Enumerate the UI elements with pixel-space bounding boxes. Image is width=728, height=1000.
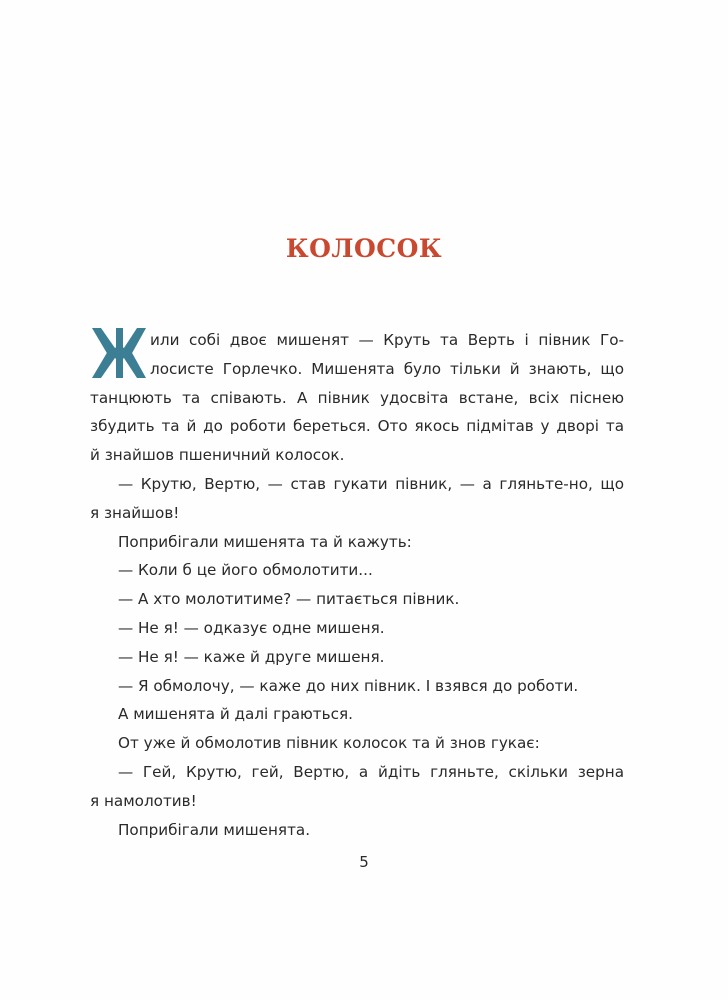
paragraph-line: — Не я! — одказує одне мишеня. — [118, 618, 385, 637]
story-text — [90, 326, 624, 844]
story-title: КОЛОСОК — [285, 234, 443, 263]
paragraph-line: збудить та й до роботи береться. Ото якось підмітав у дворі та — [90, 417, 624, 436]
paragraph-line: — Я обмолочу, — каже до них півник. І взявся до роботи. — [118, 676, 579, 695]
paragraph-line: От уже й обмолотив півник колосок та й знов гукає: — [118, 734, 540, 753]
paragraph-line: лосисте Горлечко. Мишенята було тільки й знають, що — [150, 359, 624, 378]
paragraph-line: или собі двоє мишенят — Круть та Верть і півник Го- — [150, 331, 624, 349]
paragraph-line: я намолотив! — [90, 791, 197, 810]
paragraph-line: я знайшов! — [90, 503, 180, 522]
paragraph-line: Поприбігали мишенята та й кажуть: — [118, 532, 412, 551]
paragraph-line: Поприбігали мишенята. — [118, 820, 311, 839]
paragraph-line: танцюють та співають. А півник удосвіта встане, всіх піснею — [90, 388, 624, 407]
paragraph-line: й знайшов пшеничний колосок. — [90, 446, 345, 465]
paragraph-line: — Не я! — каже й друге мишеня. — [118, 647, 385, 666]
paragraph-line: — Крутю, Вертю, — став гукати півник, — а гляньте-но, що — [118, 474, 624, 493]
paragraph-line: А мишенята й далі граються. — [118, 705, 353, 724]
page-number: 5 — [359, 853, 369, 871]
paragraph-line: — А хто молотитиме? — питається півник. — [118, 590, 460, 609]
paragraph-line: — Гей, Крутю, гей, Вертю, а йдіть гляньте, скільки зерна — [118, 762, 624, 781]
paragraph-line: — Коли б це його обмолотити... — [118, 561, 373, 580]
